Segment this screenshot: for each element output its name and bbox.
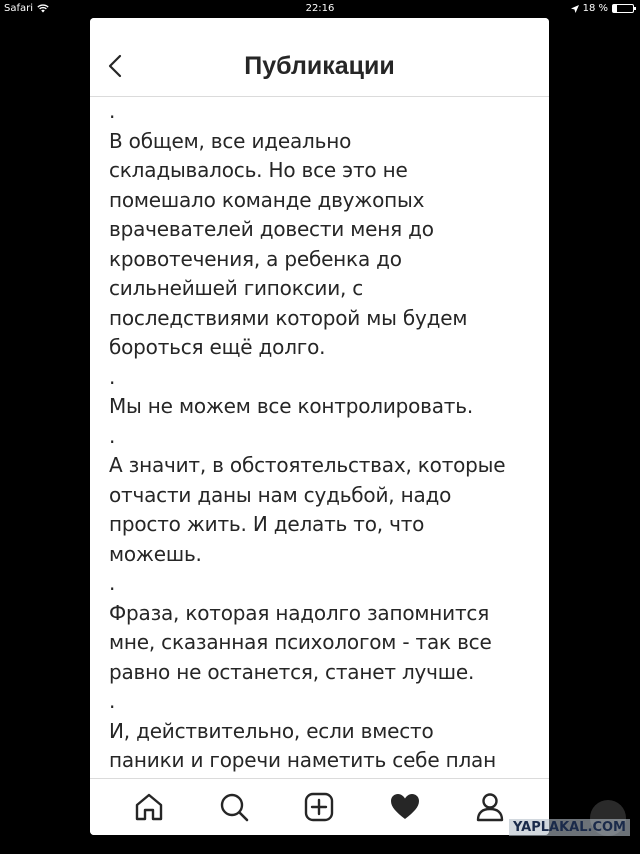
caption-paragraph: .	[109, 99, 116, 123]
battery-percent: 18 %	[582, 3, 608, 14]
bottom-tab-bar	[90, 778, 549, 835]
battery-level	[613, 5, 617, 12]
caption-paragraph: Фраза, которая надолго запомнится мне, сказанная психологом - так все равно не останется, станет лучше.	[109, 600, 492, 684]
home-icon	[133, 791, 165, 823]
tab-activity[interactable]	[388, 790, 422, 824]
status-time: 22:16	[305, 3, 335, 14]
caption-paragraph: .	[109, 689, 116, 713]
caption-paragraph: Мы не можем все контролировать.	[109, 394, 474, 418]
battery-icon	[612, 4, 634, 13]
caption-paragraph: .	[109, 423, 116, 448]
status-right	[571, 3, 634, 14]
activity-heart-icon	[389, 791, 421, 823]
caption-paragraph: В общем, все идеально складывалось. Но все это не помешало команде двужопых врачевателей довести меня до кровотечения, а ребенка до сильнейшей гипоксии, с последствиями которой мы будем бороться ещё долго.	[109, 128, 468, 359]
status-bar	[0, 0, 640, 18]
tab-profile[interactable]	[473, 790, 507, 824]
caption-paragraph: А значит, в обстоятельствах, которые отчасти даны нам судьбой, надо просто жить. И делать то, что можешь.	[109, 453, 506, 566]
post-caption	[109, 97, 539, 777]
tab-search[interactable]	[217, 790, 251, 824]
profile-icon	[474, 791, 506, 823]
search-icon	[218, 791, 250, 823]
caption-paragraph: .	[109, 364, 116, 389]
tab-new-post[interactable]	[302, 790, 336, 824]
tab-home[interactable]	[132, 790, 166, 824]
location-arrow-icon	[571, 5, 579, 13]
instagram-screen	[90, 18, 549, 835]
back-to-app-label[interactable]: Safari	[4, 3, 34, 14]
watermark: YAPLAKAL.COM	[509, 819, 630, 836]
caption-paragraph: И, действительно, если вместо паники и горечи наметить себе план	[109, 718, 496, 772]
top-nav	[90, 18, 549, 97]
add-post-icon	[303, 791, 335, 823]
caption-paragraph: .	[109, 571, 116, 595]
page-title: Публикации	[244, 52, 395, 80]
